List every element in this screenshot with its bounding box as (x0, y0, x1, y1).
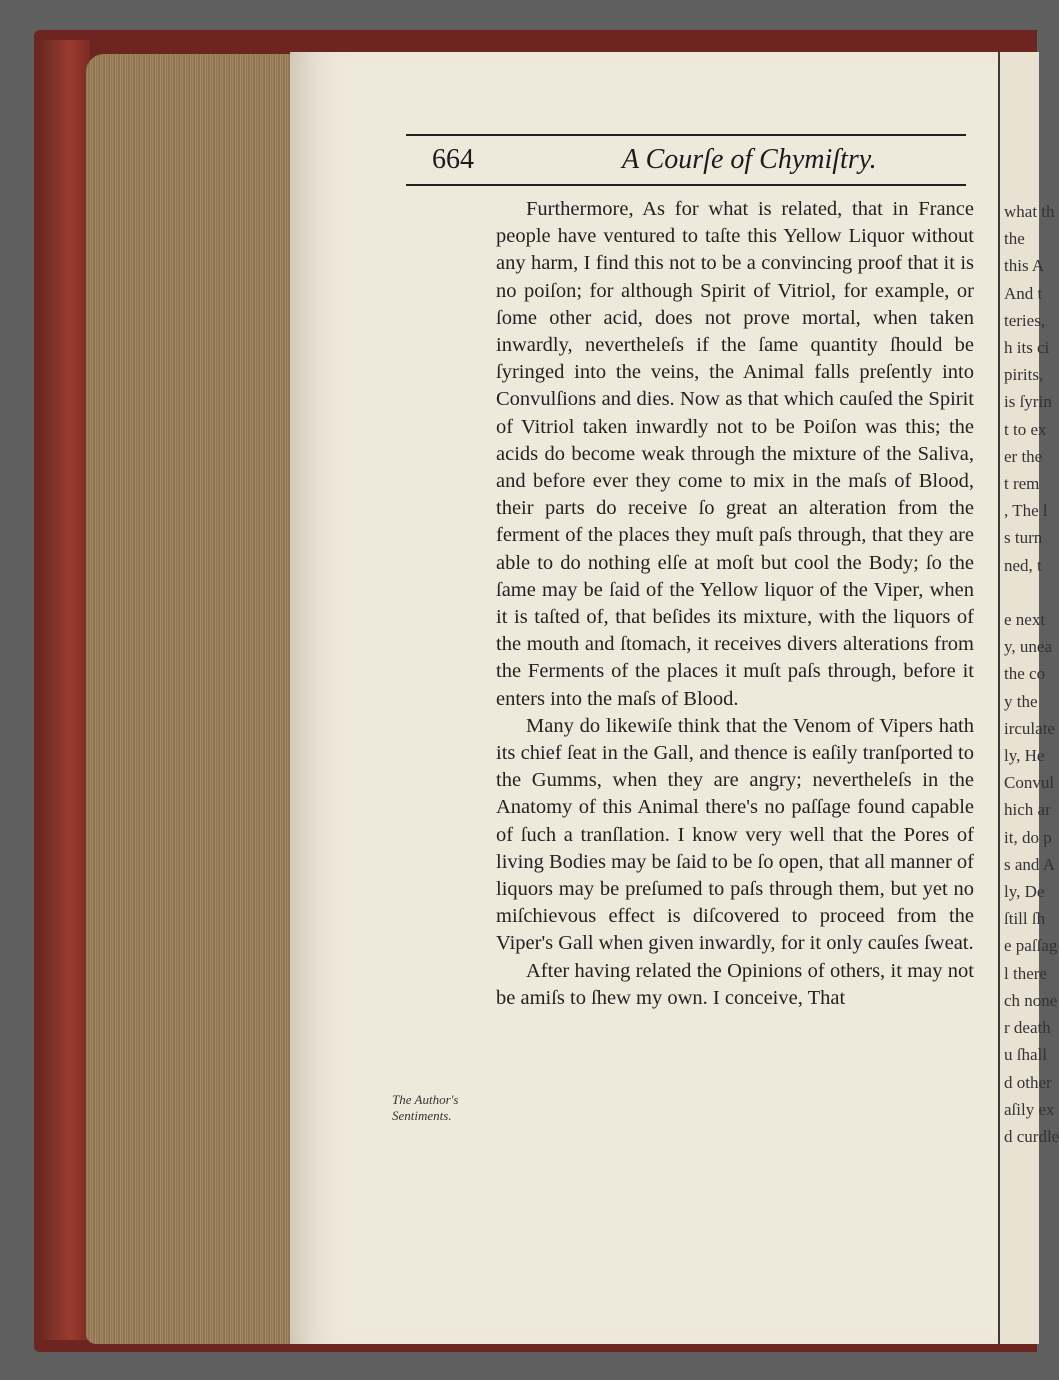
top-rule (406, 134, 966, 136)
next-page-line: pirits, (1004, 365, 1044, 385)
next-page-line: And t (1004, 283, 1043, 303)
next-page-line: s and A (1004, 854, 1055, 874)
next-page-line: irculate (1004, 718, 1055, 738)
next-page-line: this A (1004, 256, 1045, 276)
next-page-line: hich ar (1004, 800, 1051, 820)
next-page-text (1000, 52, 1059, 1150)
next-page-edge (998, 52, 1059, 1344)
next-page-line: er the (1004, 446, 1043, 466)
next-page-line: e next (1004, 610, 1046, 630)
next-page-line: t rem (1004, 474, 1040, 494)
next-page-line: y the (1004, 691, 1038, 711)
next-page-line: teries, (1004, 310, 1046, 330)
next-page-line: u ſhall (1004, 1045, 1047, 1065)
paragraph: After having related the Opinions of others, it may not be amiſs to ſhew my own. I conceive, That (496, 959, 974, 1009)
next-page-line: d curdle (1004, 1126, 1059, 1146)
next-page-line: ſtill ſh (1004, 909, 1046, 929)
next-page-line (1000, 579, 1039, 606)
page-title: A Courſe of Chymiſtry. (622, 144, 877, 175)
next-page-line: aſily ex (1004, 1099, 1055, 1119)
next-page-line: r death (1004, 1018, 1051, 1038)
paragraph: Many do likewiſe think that the Venom of Vipers hath its chief ſeat in the Gall, and thence is eaſily tranſported to the Gumms, when they are angry; nevertheleſs in the Anatomy of this Animal there's no paſſage found capable of ſuch a tranſlation. I know very well that the Pores of living Bodies may be ſaid to be ſo open, that all manner of liquors may be preſumed to paſs through them, but yet no miſchievous effect is diſcovered to proceed from the Viper's Gall when given inwardly, for it only cauſes ſweat. (496, 714, 974, 955)
cover-edge (40, 40, 90, 1340)
next-page-line: t to ex (1004, 419, 1047, 439)
next-page-line: l there (1004, 963, 1047, 983)
next-page-line: what th (1004, 202, 1055, 221)
next-page-line: , The l (1004, 501, 1048, 521)
next-page-line: s turn (1004, 528, 1043, 548)
margin-note: The Author's Sentiments. (392, 1092, 459, 1123)
next-page-line: ned, t (1004, 555, 1042, 575)
paragraph: Furthermore, As for what is related, that in France people have ventured to taſte this Yellow Liquor without any harm, I find this not to be a convincing proof that it is no poiſon; for although Spirit of Vitriol, for example, or ſome other acid, does not prove mortal, when taken inwardly, nevertheleſs if the ſame quantity ſhould be ſyringed into the veins, the Animal falls preſently into Convulſions and dies. Now as that which cauſed the Spirit of Vitriol taken inwardly not to be Poiſon was this; the acids do become weak through the mixture of the Saliva, and before ever they come to mix in the maſs of Blood, their parts do receive ſo great an alteration from the ferment of the places they muſt paſs through, that they are able to do nothing elſe at moſt but cool the Body; ſo the ſame may be ſaid of the Yellow liquor of the Viper, when it is taſted of, that beſides its mixture, with the liquors of the mouth and ſtomach, it receives divers alterations from the Ferments of the places it muſt paſs through, before it enters into the maſs of Blood. (496, 198, 974, 710)
next-page-line: ly, De (1004, 882, 1045, 902)
next-page-line: it, do p (1004, 827, 1052, 847)
header-rule (406, 184, 966, 186)
next-page-line: ly, He (1004, 746, 1045, 766)
page-number: 664 (432, 144, 474, 175)
next-page-line: ch none (1004, 990, 1058, 1010)
page-edges (86, 54, 298, 1344)
next-page-line: e paſſag (1004, 936, 1058, 956)
next-page-line: Convul (1004, 773, 1055, 793)
next-page-line: the (1004, 229, 1025, 249)
running-head (406, 142, 966, 182)
next-page-line: the co (1004, 664, 1046, 684)
text-block (496, 196, 974, 1012)
next-page-line: h its ci (1004, 338, 1050, 358)
next-page-line: is ſyrin (1004, 392, 1052, 412)
next-page-line: d other (1004, 1072, 1052, 1092)
next-page-line: y, unea (1004, 637, 1052, 657)
